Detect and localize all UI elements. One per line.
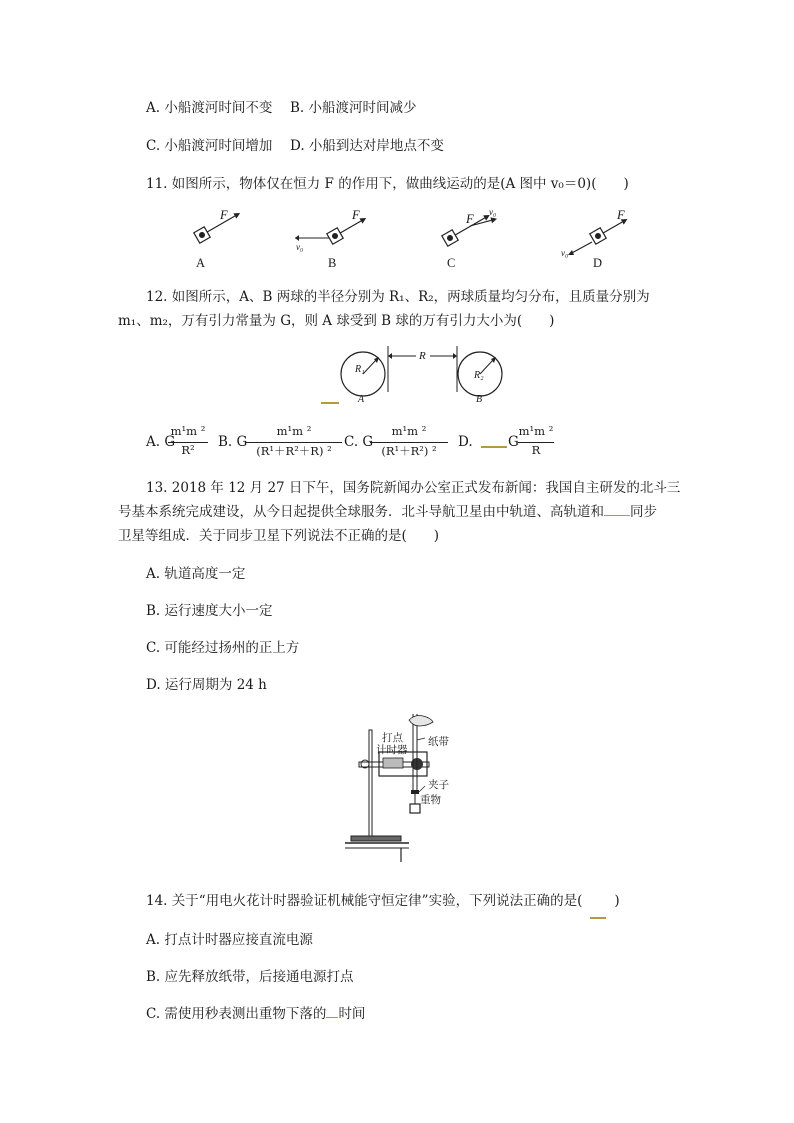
q12-ball-b-label: B [476,394,483,405]
q14-timer-label-1: 打点 [382,733,403,744]
q12-ball-a-label: A [358,394,365,405]
q12-spheres-diagram [340,344,540,414]
q12-option-d-numerator: m¹m ² [518,424,554,438]
q13-option-a: A. 轨道高度一定 [146,566,246,582]
q14-option-c-blank [326,1017,338,1018]
q10-option-a: A. 小船渡河时间不变 [146,100,273,116]
q12-option-d-denominator: R [518,442,554,457]
q12-option-a-letter: A. G [146,434,176,450]
q11-fig-d-diagram [562,210,642,260]
q13-option-c: C. 可能经过扬州的正上方 [146,640,300,656]
q14-option-c-b: 时间 [338,1006,366,1022]
q13-stem-line1: 13. 2018 年 12 月 27 日下午，国务院新闻办公室正式发布新闻：我国自主研发的北斗三 [146,480,681,496]
q12-option-c-letter: C. G [344,434,374,450]
q12-option-b-denominator: (R¹＋R²＋R) ² [246,442,342,459]
q11-fig-c-force: F [466,212,474,226]
q11-fig-c-diagram [440,208,520,248]
q12-option-c-denominator: (R¹＋R²) ² [370,442,448,459]
q13-option-d: D. 运行周期为 24 h [146,677,267,693]
q11-fig-b-label: B [328,256,337,270]
q12-radius-r1: R₁ [355,364,365,375]
q11-fig-b-force: F [352,208,360,222]
q10-option-c: C. 小船渡河时间增加 [146,138,273,154]
q14-weight-label: 重物 [420,795,441,806]
q11-fig-d-force: F [617,208,625,222]
q10-option-d: D. 小船到达对岸地点不变 [290,138,444,154]
q13-blank [604,515,630,516]
q14-stem-close: ) [614,893,620,909]
q12-stem-line2: m₁、m₂，万有引力常量为 G，则 A 球受到 B 球的万有引力大小为( ) [118,313,555,329]
q11-fig-c-label: C [447,256,456,270]
q14-stem-text: 14. 关于“用电火花计时器验证机械能守恒定律”实验，下列说法正确的是( [146,893,583,909]
q14-tape-label: 纸带 [428,737,449,748]
q14-stem [146,892,620,910]
q11-fig-a-force: F [220,208,228,222]
q11-fig-b-diagram [295,210,375,250]
q14-option-b: B. 应先释放纸带，后接通电源打点 [146,969,354,985]
q12-option-d-letter: D. [458,434,473,450]
q11-fig-b-velocity: v₀ [296,242,304,252]
q13-stem-line2-b: 同步 [630,504,657,520]
q13-stem-line2 [118,503,657,521]
q10-option-b: B. 小船渡河时间减少 [290,100,417,116]
q11-fig-d-velocity: v₀ [561,248,569,258]
q12-stem-line1: 12. 如图所示，A、B 两球的半径分别为 R₁、R₂，两球质量均匀分布，且质量分别为 [146,289,650,305]
q12-option-d-blank [481,446,507,448]
q14-option-a: A. 打点计时器应接直流电源 [146,932,313,948]
q11-fig-d-label: D [593,256,603,270]
q13-option-b: B. 运行速度大小一定 [146,603,273,619]
q14-clip-label: 夹子 [428,780,449,791]
q11-stem: 11. 如图所示，物体仅在恒力 F 的作用下，做曲线运动的是(A 图中 v₀＝0)( ) [146,176,629,192]
q14-option-c-a: C. 需使用秒表测出重物下落的 [146,1006,327,1022]
q12-option-d-g: G [508,434,519,450]
q13-stem-line3: 卫星等组成．关于同步卫星下列说法不正确的是( ) [118,528,440,544]
q11-fig-a-label: A [196,256,206,270]
q12-radius-r2: R₂ [474,370,484,381]
q13-stem-line2-a: 号基本系统完成建设，从今日起提供全球服务．北斗导航卫星由中轨道、高轨道和 [118,504,604,520]
q12-distance-r: R [419,350,426,362]
q11-fig-c-velocity: v₀ [489,207,497,217]
q14-option-c [146,1005,365,1023]
q12-blank-mark [321,402,339,404]
q12-option-a-numerator: m¹m ² [170,424,206,438]
q12-option-b-letter: B. G [218,434,248,450]
q12-option-a-denominator: R² [168,442,208,457]
q14-timer-label-2: 计时器 [376,745,408,756]
q12-option-c-numerator: m¹m ² [391,424,427,438]
q12-option-b-numerator: m¹m ² [276,424,312,438]
